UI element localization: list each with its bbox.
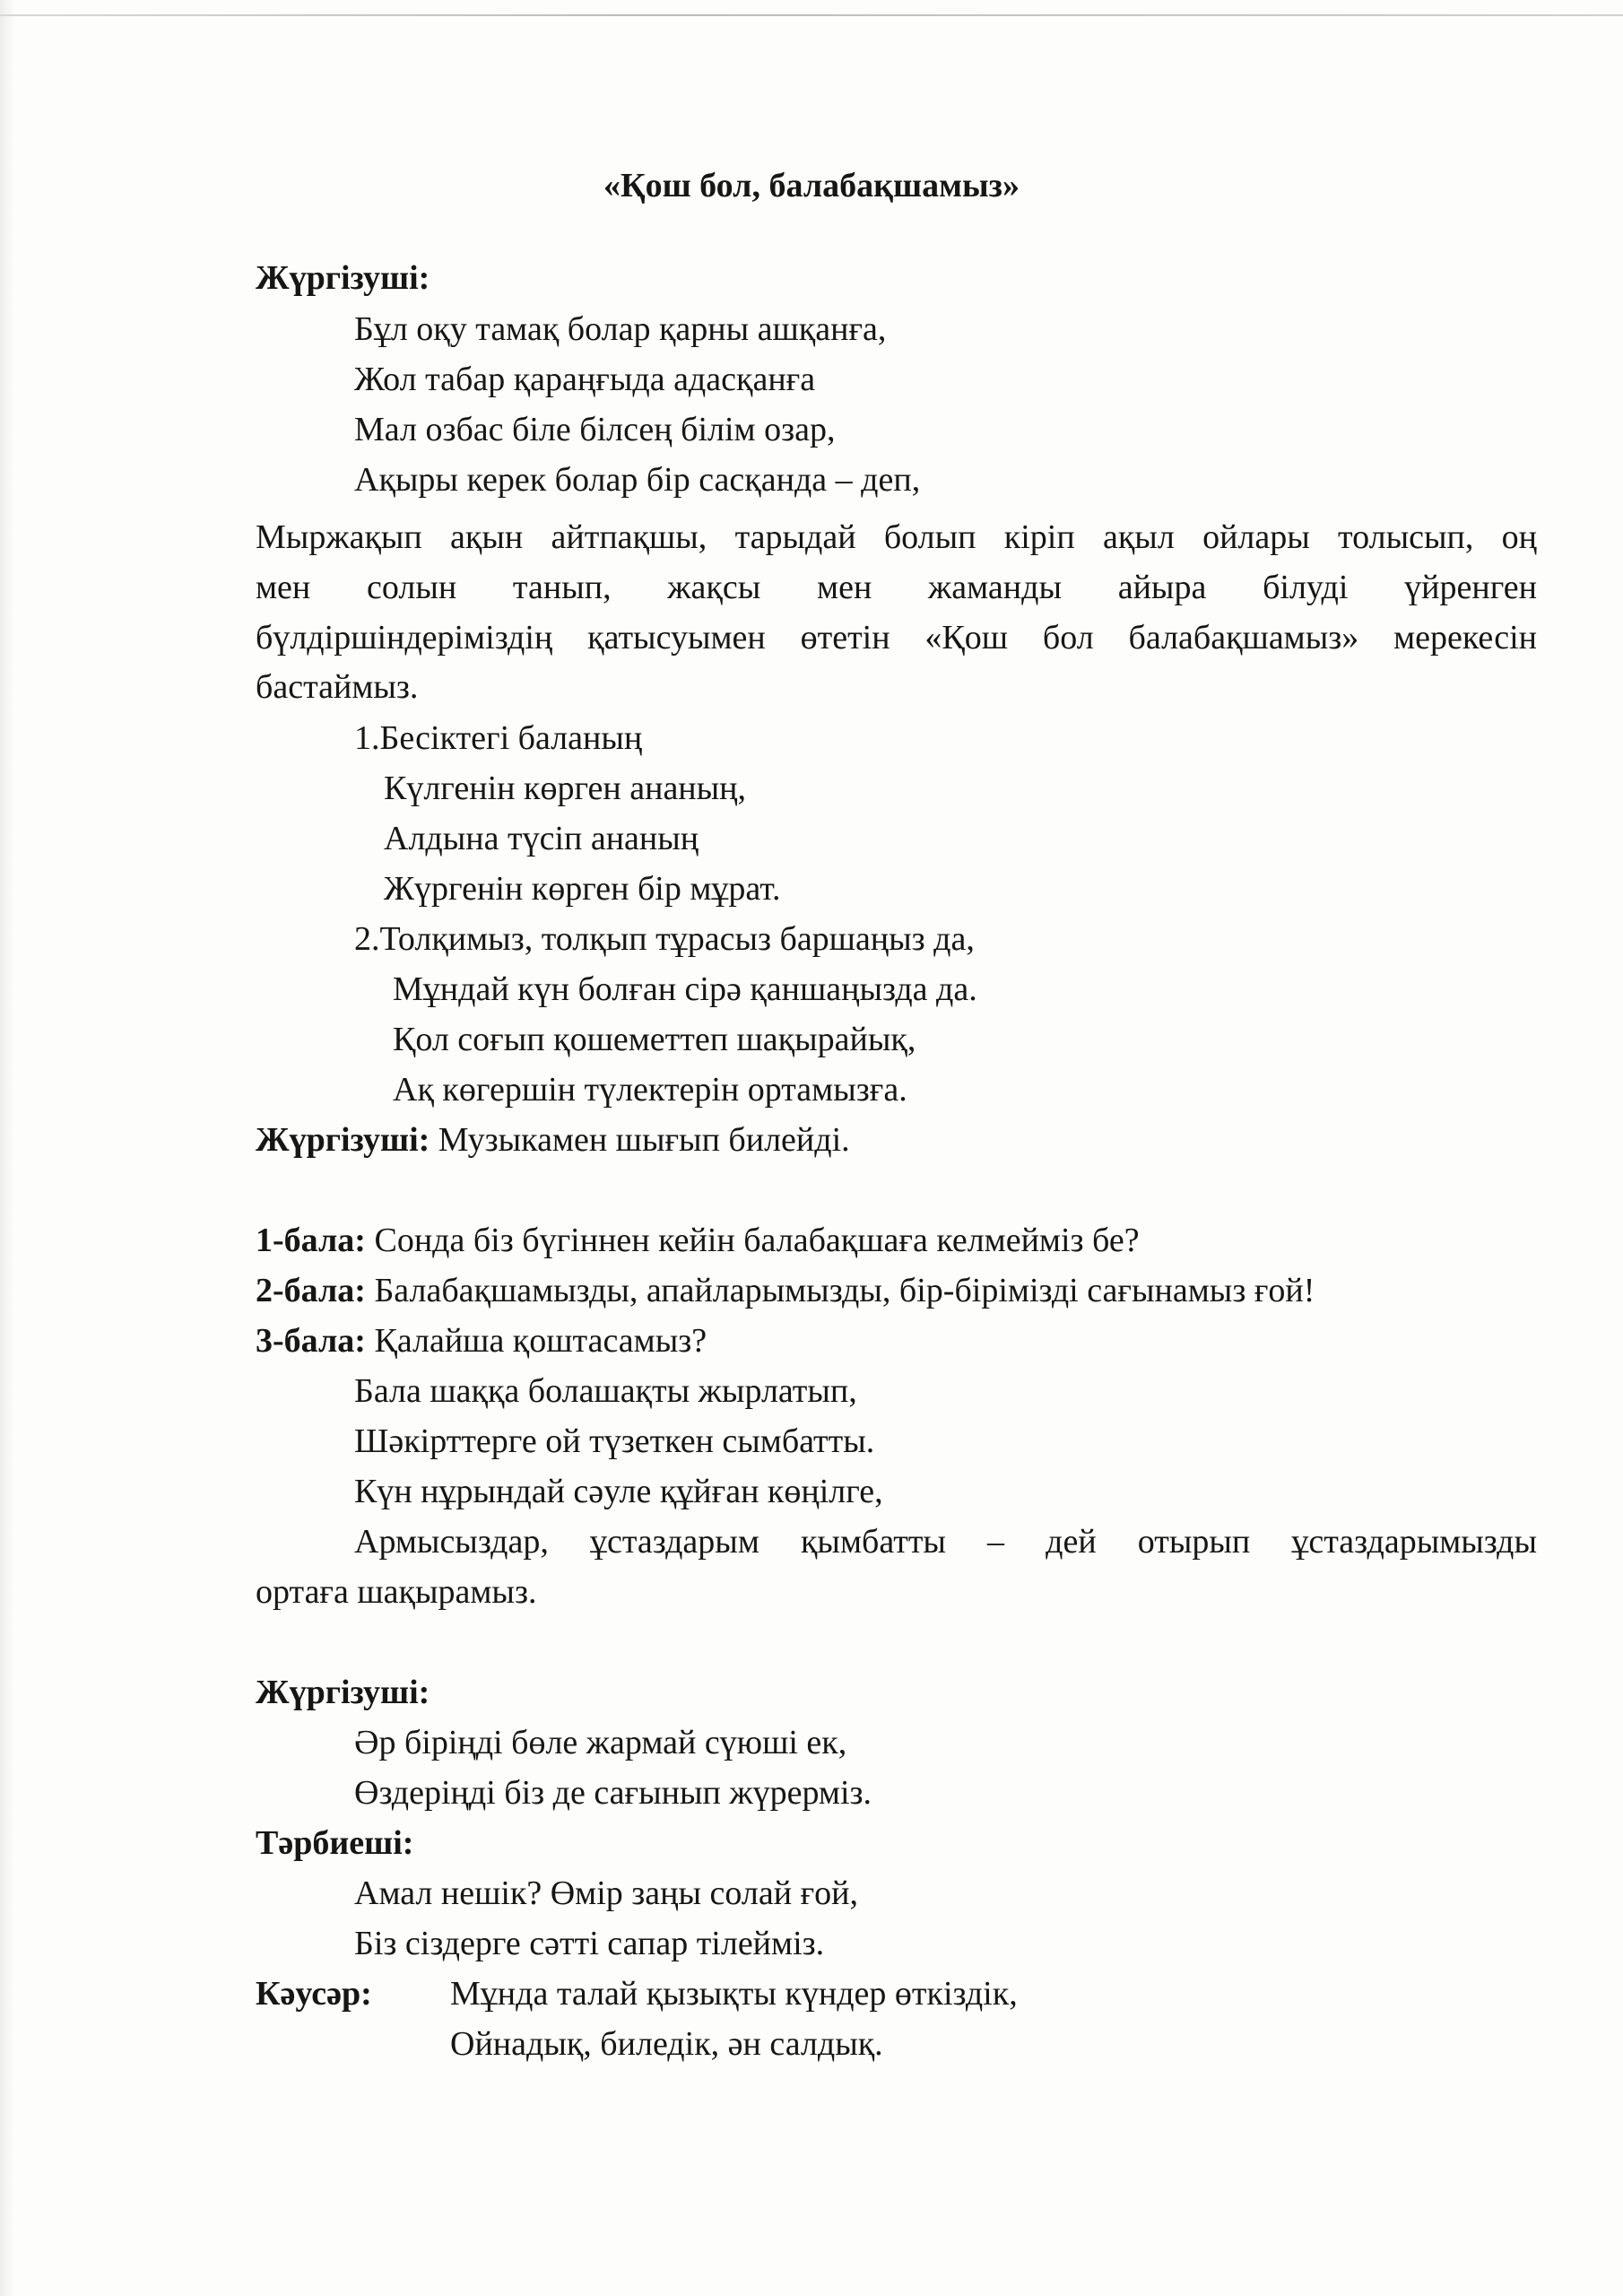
dialogue-text: Қалайша қоштасамыз? bbox=[374, 1322, 707, 1360]
dialogue-line-child-2 bbox=[256, 1265, 1537, 1316]
poem-line: Армысыздар, ұстаздарым қымбатты – дей отырып ұстаздарымызды bbox=[354, 1523, 1537, 1561]
poem-line: Жол табар қараңғыда адасқанға bbox=[354, 361, 816, 398]
poem-line: 1.Бесіктегі баланың bbox=[354, 719, 643, 757]
poem-line: Өздеріңді біз де сағынып жүрерміз. bbox=[354, 1774, 872, 1812]
poem-line: Бала шаққа болашақты жырлатып, bbox=[354, 1372, 857, 1410]
poem-line: Күлгенін көрген ананың, bbox=[384, 770, 747, 807]
dialogue-text: Балабақшамызды, апайларымызды, бір-бірімізді сағынамыз ғой! bbox=[374, 1272, 1315, 1309]
dialogue-line-child-3 bbox=[256, 1316, 1537, 1366]
poem-line: Қол соғып қошеметтеп шақырайық, bbox=[393, 1021, 916, 1058]
poem-line: Жүргенін көрген бір мұрат. bbox=[384, 870, 781, 908]
document-title: «Қош бол, балабақшамыз» bbox=[603, 167, 1020, 204]
paragraph-line: Мыржақып ақын айтпақшы, тарыдай болып кіріп ақыл ойлары толысып, оң bbox=[256, 518, 1537, 556]
paragraph-line: мен солын танып, жақсы мен жаманды айыра білуді үйренген bbox=[256, 569, 1537, 606]
poem-line: Ақыры керек болар бір сасқанда – деп, bbox=[354, 461, 921, 499]
poem-line: Мұнда талай қызықты күндер өткіздік, bbox=[450, 1975, 1018, 2013]
poem-line: 2.Толқимыз, толқып тұрасыз баршаңыз да, bbox=[354, 920, 975, 958]
paragraph-line: ортаға шақырамыз. bbox=[256, 1573, 537, 1611]
poem-line: Алдына түсіп ананың bbox=[384, 820, 699, 857]
poem-line: Мұндай күн болған сірә қаншаңызда да. bbox=[393, 970, 977, 1008]
speaker-label: 2-бала: bbox=[256, 1272, 366, 1309]
paragraph-line: бүлдіршіндеріміздің қатысуымен өтетін «Қош бол балабақшамыз» мерекесін bbox=[256, 619, 1537, 657]
paragraph-line: бастаймыз. bbox=[256, 668, 419, 706]
poem-line: Әр біріңді бөле жармай сүюші ек, bbox=[354, 1724, 847, 1761]
speaker-label: Жүргізуші: bbox=[256, 1121, 430, 1159]
speaker-label-host: Жүргізуші: bbox=[256, 259, 430, 297]
speaker-label-teacher: Тәрбиеші: bbox=[256, 1824, 414, 1862]
poem-line: Ойнадық, биледік, ән салдық. bbox=[450, 2025, 883, 2063]
speaker-label: 1-бала: bbox=[256, 1222, 366, 1259]
speaker-label-host: Жүргізуші: bbox=[256, 1674, 430, 1711]
dialogue-line-host bbox=[256, 1115, 1537, 1165]
speaker-label-kausar: Кәусәр: bbox=[256, 1975, 372, 2013]
poem-line: Күн нұрындай сәуле құйған көңілге, bbox=[354, 1473, 883, 1510]
poem-line: Шәкірттерге ой түзеткен сымбатты. bbox=[354, 1422, 875, 1460]
dialogue-text: Музыкамен шығып билейді. bbox=[438, 1121, 850, 1159]
poem-line: Бұл оқу тамақ болар қарны ашқанға, bbox=[354, 310, 887, 348]
poem-line: Ақ көгершін түлектерін ортамызға. bbox=[393, 1071, 907, 1109]
dialogue-line-child-1 bbox=[256, 1215, 1537, 1265]
speaker-label: 3-бала: bbox=[256, 1322, 366, 1360]
dialogue-text: Сонда біз бүгіннен кейін балабақшаға келмейміз бе? bbox=[374, 1222, 1140, 1259]
poem-line: Мал озбас біле білсең білім озар, bbox=[354, 411, 836, 448]
poem-line: Амал нешік? Өмір заңы солай ғой, bbox=[354, 1874, 858, 1912]
poem-line: Біз сіздерге сәтті сапар тілейміз. bbox=[354, 1925, 825, 1962]
